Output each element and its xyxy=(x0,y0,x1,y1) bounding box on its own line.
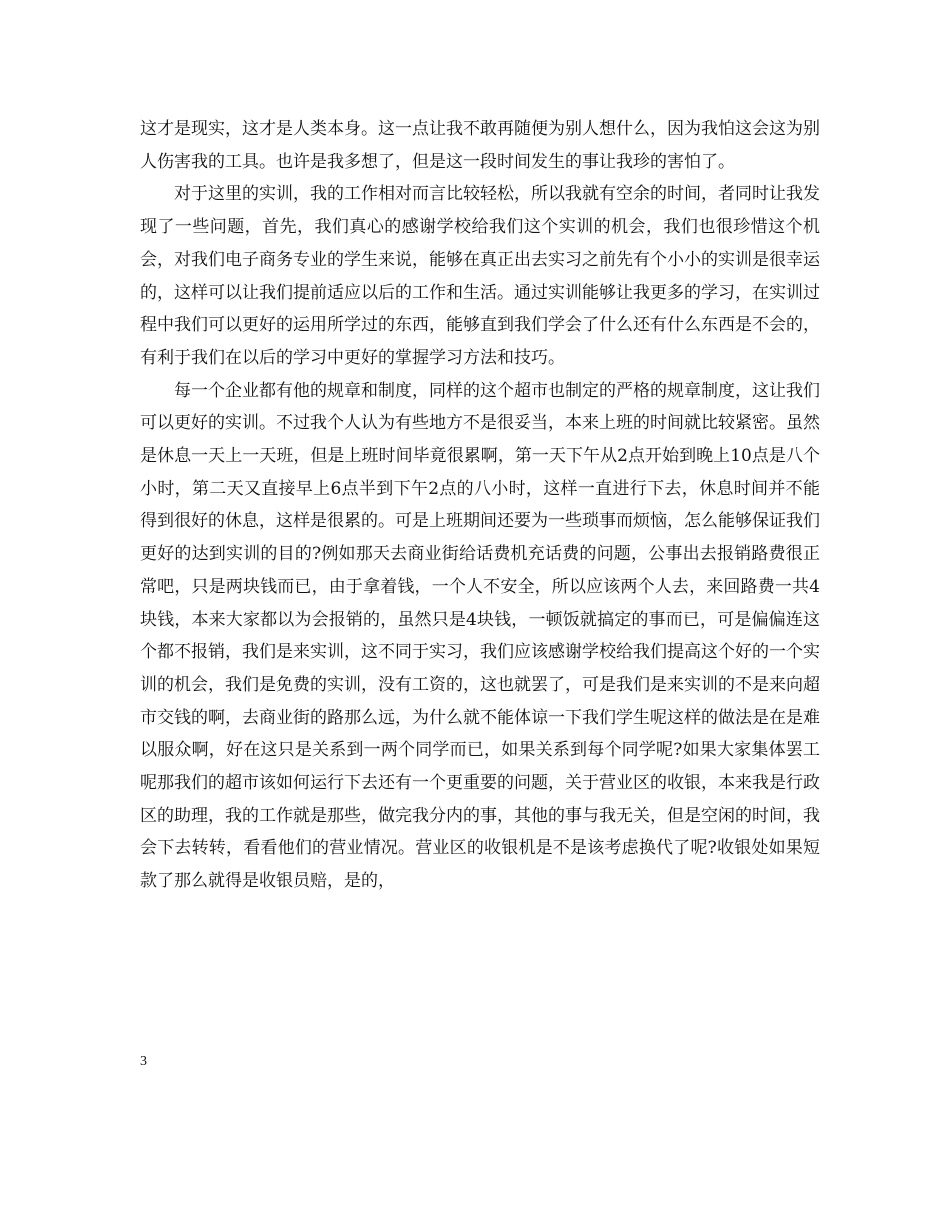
paragraph-2: 对于这里的实训，我的工作相对而言比较轻松，所以我就有空余的时间，者同时让我发现了一些问题，首先，我们真心的感谢学校给我们这个实训的机会，我们也很珍惜这个机会，对我们电子商务专业的学生来说，能够在真正出去实习之前先有个小小的实训是很幸运的，这样可以让我们提前适应以后的工作和生活。通过实训能够让我更多的学习，在实训过程中我们可以更好的运用所学过的东西，能够直到我们学会了什么还有什么东西是不会的，有利于我们在以后的学习中更好的掌握学习方法和技巧。 xyxy=(140,184,820,368)
paragraph-1: 这才是现实，这才是人类本身。这一点让我不敢再随便为别人想什么，因为我怕这会这为别人伤害我的工具。也许是我多想了，但是这一段时间发生的事让我珍的害怕了。 xyxy=(140,119,820,172)
page-number: 3 xyxy=(140,1054,147,1069)
paragraph-3: 每一个企业都有他的规章和制度，同样的这个超市也制定的严格的规章制度，这让我们可以更好的实训。不过我个人认为有些地方不是很妥当，本来上班的时间就比较紧密。虽然是休息一天上一天班，但是上班时间毕竟很累啊，第一天下午从2点开始到晚上10点是八个小时，第二天又直接早上6点半到下午2点的八小时，这样一直进行下去，休息时间并不能得到很好的休息，这样是很累的。可是上班期间还要为一些琐事而烦恼，怎么能够保证我们更好的达到实训的目的?例如那天去商业街给话费机充话费的问题，公事出去报销路费很正常吧，只是两块钱而已，由于拿着钱，一个人不安全，所以应该两个人去，来回路费一共4块钱，本来大家都以为会报销的，虽然只是4块钱，一顿饭就搞定的事而已，可是偏偏连这个都不报销，我们是来实训，这不同于实习，我们应该感谢学校给我们提高这个好的一个实训的机会，我们是免费的实训，没有工资的，这也就罢了，可是我们是来实训的不是来向超市交钱的啊，去商业街的路那么远，为什么就不能体谅一下我们学生呢这样的做法是在是难以服众啊，好在这只是关系到一两个同学而已，如果关系到每个同学呢?如果大家集体罢工呢那我们的超市该如何运行下去还有一个更重要的问题，关于营业区的收银，本来我是行政区的助理，我的工作就是那些，做完我分内的事，其他的事与我无关，但是空闲的时间，我会下去转转，看看他们的营业情况。营业区的收银机是不是该考虑换代了呢?收银处如果短款了那么就得是收银员赔，是的， xyxy=(140,380,820,892)
body-text xyxy=(140,113,820,898)
